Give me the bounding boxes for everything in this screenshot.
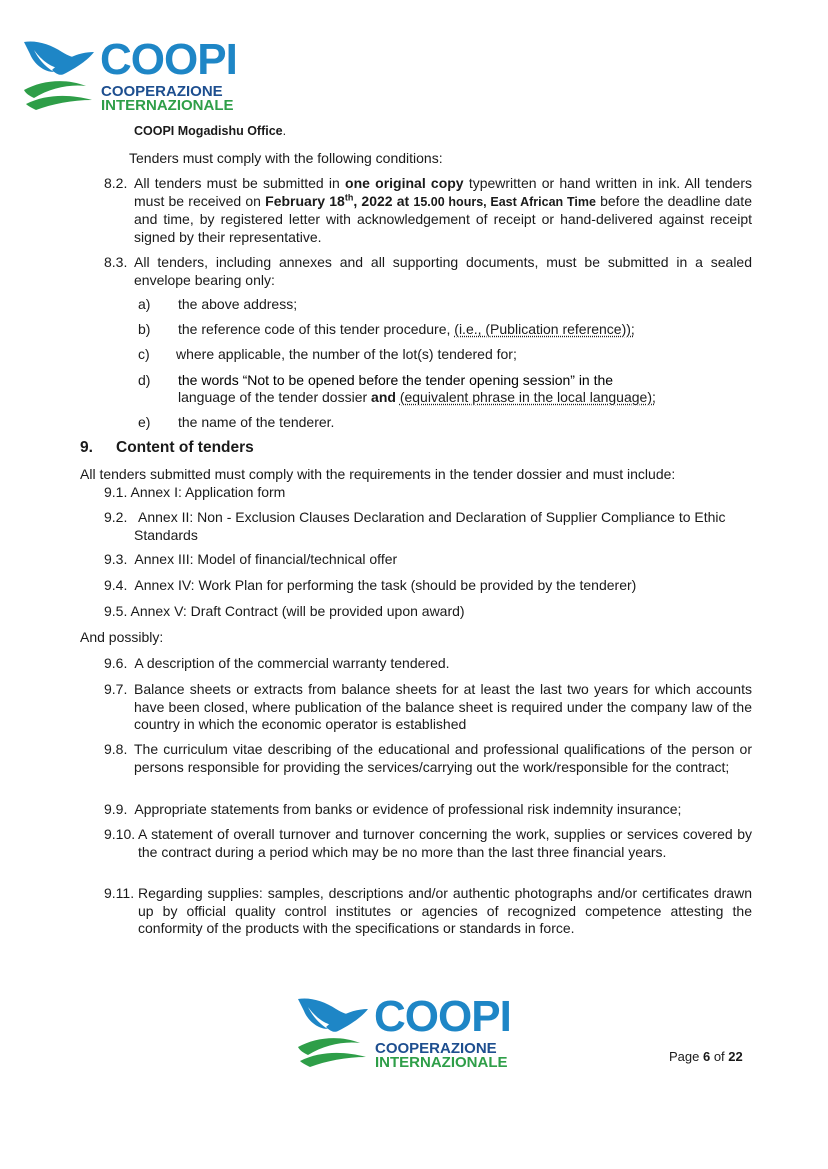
section-9-heading: 9. Content of tenders xyxy=(80,439,254,456)
list-item: 9.5. Annex V: Draft Contract (will be provided upon award) xyxy=(104,603,465,619)
list-item: 9.8. The curriculum vitae describing of the educational and professional qualifications of the person or persons responsible for providing the services/carrying out the work/responsible for the contract; xyxy=(104,741,752,775)
page-number: Page 6 of 22 xyxy=(669,1049,743,1064)
list-item: 9.2. Annex II: Non - Exclusion Clauses Declaration and Declaration of Supplier Compliance to Ethic Standards xyxy=(104,509,726,543)
bird-icon xyxy=(24,41,94,110)
logo-line2: INTERNAZIONALE xyxy=(101,97,234,112)
list-item: 9.7. Balance sheets or extracts from balance sheets for at least the last two years for which accounts have been closed, where publication of the balance sheet is required under the company law of the country in which the economic operator is established xyxy=(104,681,752,732)
list-item: 9.4. Annex IV: Work Plan for performing the task (should be provided by the tenderer) xyxy=(104,577,637,593)
list-item: 9.10. A statement of overall turnover and turnover concerning the work, supplies or services covered by the contract during a period which may be no more than the last three financial years. xyxy=(104,826,752,860)
logo-line1: COOPERAZIONE xyxy=(101,83,223,100)
list-item: 9.6. A description of the commercial warranty tendered. xyxy=(104,655,450,671)
bird-icon xyxy=(298,998,368,1067)
coopi-logo-footer xyxy=(296,987,511,1069)
list-item: 9.3. Annex III: Model of financial/technical offer xyxy=(104,551,398,567)
paragraph-8-2 xyxy=(104,175,752,246)
paragraph-number: 8.3. xyxy=(104,254,128,270)
conditions-intro: Tenders must comply with the following conditions: xyxy=(129,150,443,166)
coopi-logo-header xyxy=(22,30,237,112)
list-item: 9.11. Regarding supplies: samples, descriptions and/or authentic photographs and/or certificates drawn up by official quality control institutes or agencies of recognized competence attesting the conformity of the products with the specifications or standards in force. xyxy=(104,885,752,936)
logo-name: COOPI xyxy=(100,35,237,84)
logo-line2: INTERNAZIONALE xyxy=(375,1054,508,1069)
and-possibly: And possibly: xyxy=(80,629,164,645)
office-name: COOPI Mogadishu Office. xyxy=(134,124,287,138)
logo-line1: COOPERAZIONE xyxy=(375,1040,497,1057)
logo-name: COOPI xyxy=(374,992,511,1041)
paragraph-text: All tenders, including annexes and all supporting documents, must be submitted in a sealed envelope bearing only: xyxy=(134,254,752,288)
paragraph-text: All tenders must be submitted in one original copy typewritten or hand written in ink. All tenders must be received on February 18th, 2022 at 15.00 hours, East African Time before the deadline date and time, by registered letter with acknowledgement of receipt or hand-delivered against receipt signed by their representative. xyxy=(134,175,753,245)
list-item: 9.1. Annex I: Application form xyxy=(104,484,286,500)
paragraph-number: 8.2. xyxy=(104,175,128,191)
paragraph-8-3 xyxy=(104,254,752,289)
list-item: 9.9. Appropriate statements from banks or evidence of professional risk indemnity insurance; xyxy=(104,801,682,817)
section-9-intro: All tenders submitted must comply with the requirements in the tender dossier and must include: xyxy=(80,466,676,482)
